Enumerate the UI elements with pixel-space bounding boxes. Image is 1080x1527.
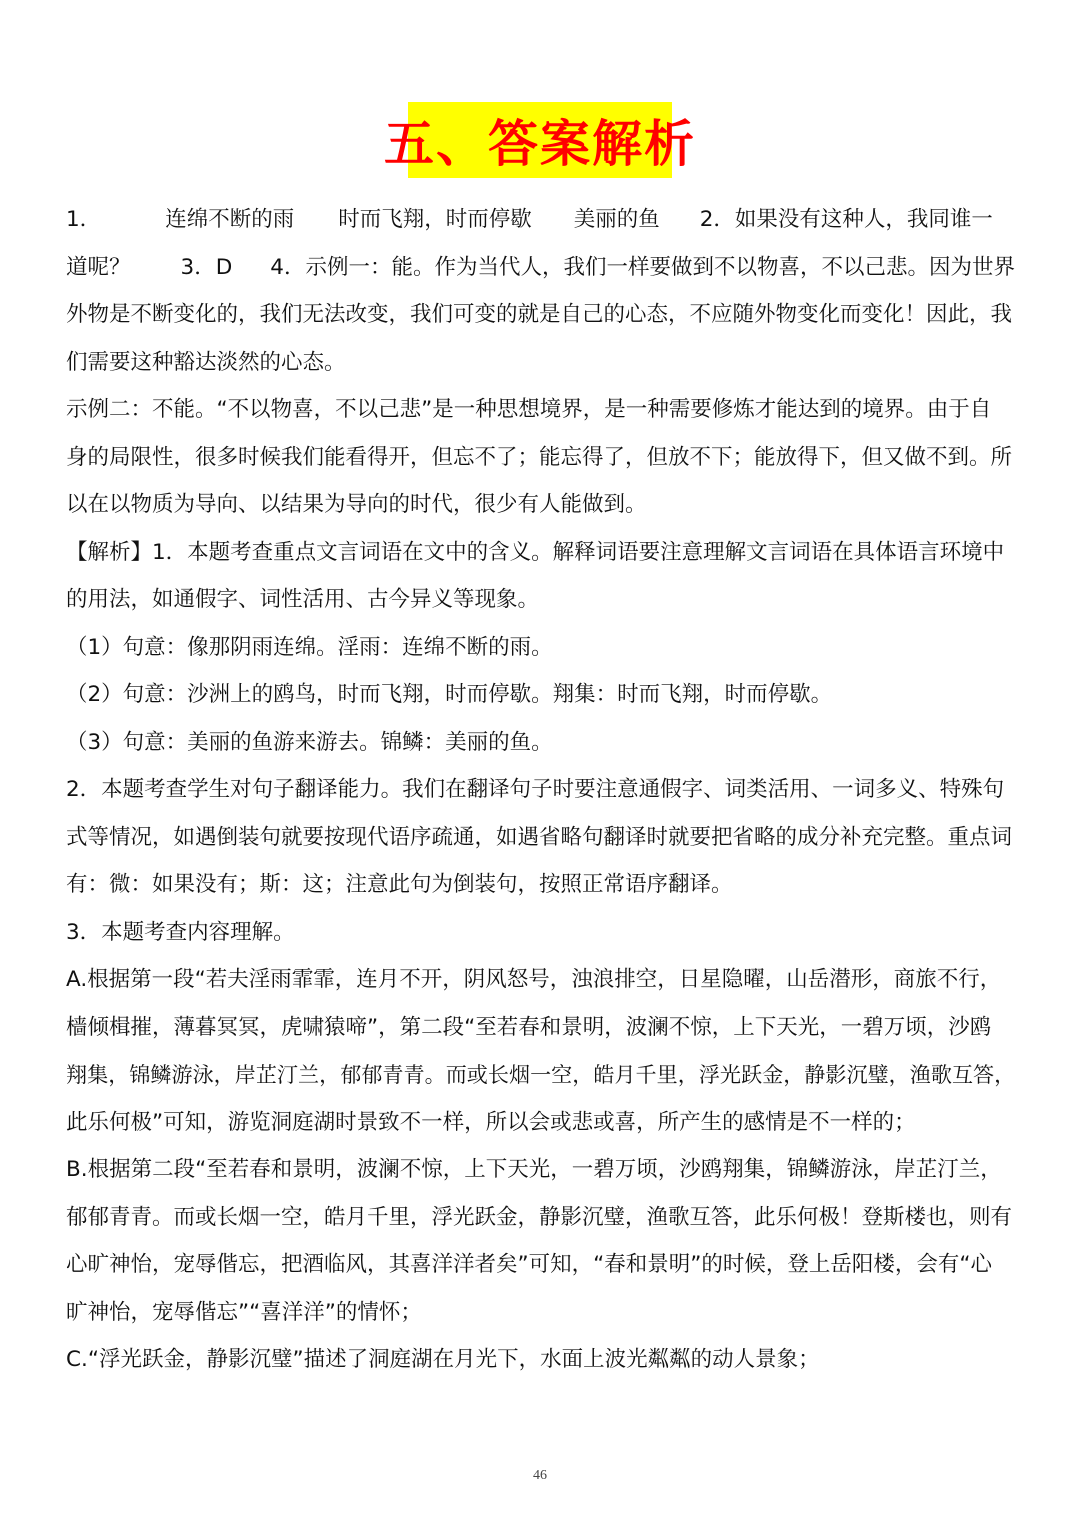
answer-4-start: 4．示例一：能。作为当代人，我们一样要做到不以物喜，不以己悲。因为世界 xyxy=(270,254,1015,280)
analysis-line: 3．本题考查内容理解。 xyxy=(66,919,295,945)
analysis-line: 有：微：如果没有；斯：这；注意此句为倒装句，按照正常语序翻译。 xyxy=(66,872,733,897)
analysis-line: （1）句意：像那阴雨连绵。淫雨：连绵不断的雨。 xyxy=(66,634,553,660)
analysis-line: （2）句意：沙洲上的鸥鸟，时而飞翔，时而停歇。翔集：时而飞翔，时而停歇。 xyxy=(66,682,833,707)
analysis-line: 樯倾楫摧，薄暮冥冥，虎啸猿啼”，第二段“至若春和景明，波澜不惊，上下天光，一碧万顷，沙鸥 xyxy=(66,1014,992,1040)
example-2-line-1: 示例二：不能。“不以物喜，不以己悲”是一种思想境界，是一种需要修炼才能达到的境界。由于自 xyxy=(66,397,992,422)
analysis-line: 的用法，如通假字、词性活用、古今异义等现象。 xyxy=(66,587,540,612)
section-title: 五、答案解析 xyxy=(384,115,696,173)
analysis-line: 2．本题考查学生对句子翻译能力。我们在翻译句子时要注意通假字、词类活用、一词多义、特殊句 xyxy=(66,777,1005,802)
analysis-line: 郁郁青青。而或长烟一空，皓月千里，浮光跃金，静影沉璧，渔歌互答，此乐何极！登斯楼也，则有 xyxy=(66,1204,1013,1230)
answer-body xyxy=(66,196,1016,1384)
answer-line-2 xyxy=(66,244,1016,292)
answer-line-1 xyxy=(66,196,1016,244)
answer-3: 3．D xyxy=(180,254,233,280)
example-2-line-3: 以在以物质为导向、以结果为导向的时代，很少有人能做到。 xyxy=(66,492,647,517)
answer-2-start: 2．如果没有这种人，我同谁一 xyxy=(699,207,993,232)
answer-1-b: 时而飞翔，时而停歇 xyxy=(338,207,532,232)
answer-2-end: 道呢？ xyxy=(66,254,131,280)
answer-line-3: 外物是不断变化的，我们无法改变，我们可变的就是自己的心态，不应随外物变化而变化！因此，我 xyxy=(66,302,1013,327)
page-number: 46 xyxy=(533,1468,547,1483)
analysis-line: 心旷神怡，宠辱偕忘，把酒临风，其喜洋洋者矣”可知，“春和景明”的时候，登上岳阳楼，会有“心 xyxy=(66,1252,993,1277)
analysis-line: 此乐何极”可知，游览洞庭湖时景致不一样，所以会或悲或喜，所产生的感情是不一样的； xyxy=(66,1109,916,1135)
analysis-line: 旷神怡，宠辱偕忘”“喜洋洋”的情怀； xyxy=(66,1299,422,1325)
answer-1-c: 美丽的鱼 xyxy=(573,207,660,232)
analysis-line: 式等情况，如遇倒装句就要按现代语序疏通，如遇省略句翻译时就要把省略的成分补充完整。重点词 xyxy=(66,824,1013,850)
analysis-line: B.根据第二段“至若春和景明，波澜不惊，上下天光，一碧万顷，沙鸥翔集，锦鳞游泳，岸芷汀兰， xyxy=(66,1157,1002,1182)
analysis-line: 【解析】1．本题考查重点文言词语在文中的含义。解释词语要注意理解文言词语在具体语言环境中 xyxy=(66,539,1005,565)
analysis-line: （3）句意：美丽的鱼游来游去。锦鳞：美丽的鱼。 xyxy=(66,729,553,755)
answer-1-a: 连绵不断的雨 xyxy=(165,207,295,232)
analysis-line: A.根据第一段“若夫淫雨霏霏，连月不开，阴风怒号，浊浪排空，日星隐曜，山岳潜形，商旅不行， xyxy=(66,967,1002,992)
answer-1-number: 1． xyxy=(66,207,102,232)
example-2-line-2: 身的局限性，很多时候我们能看得开，但忘不了；能忘得了，但放不下；能放得下，但又做不到。所 xyxy=(66,444,1013,470)
analysis-line: 翔集，锦鳞游泳，岸芷汀兰，郁郁青青。而或长烟一空，皓月千里，浮光跃金，静影沉璧，渔歌互答， xyxy=(66,1062,1016,1087)
answer-line-4: 们需要这种豁达淡然的心态。 xyxy=(66,349,346,375)
analysis-line: C.“浮光跃金，静影沉璧”描述了洞庭湖在月光下，水面上波光粼粼的动人景象； xyxy=(66,1347,820,1372)
title-highlight xyxy=(384,102,696,178)
